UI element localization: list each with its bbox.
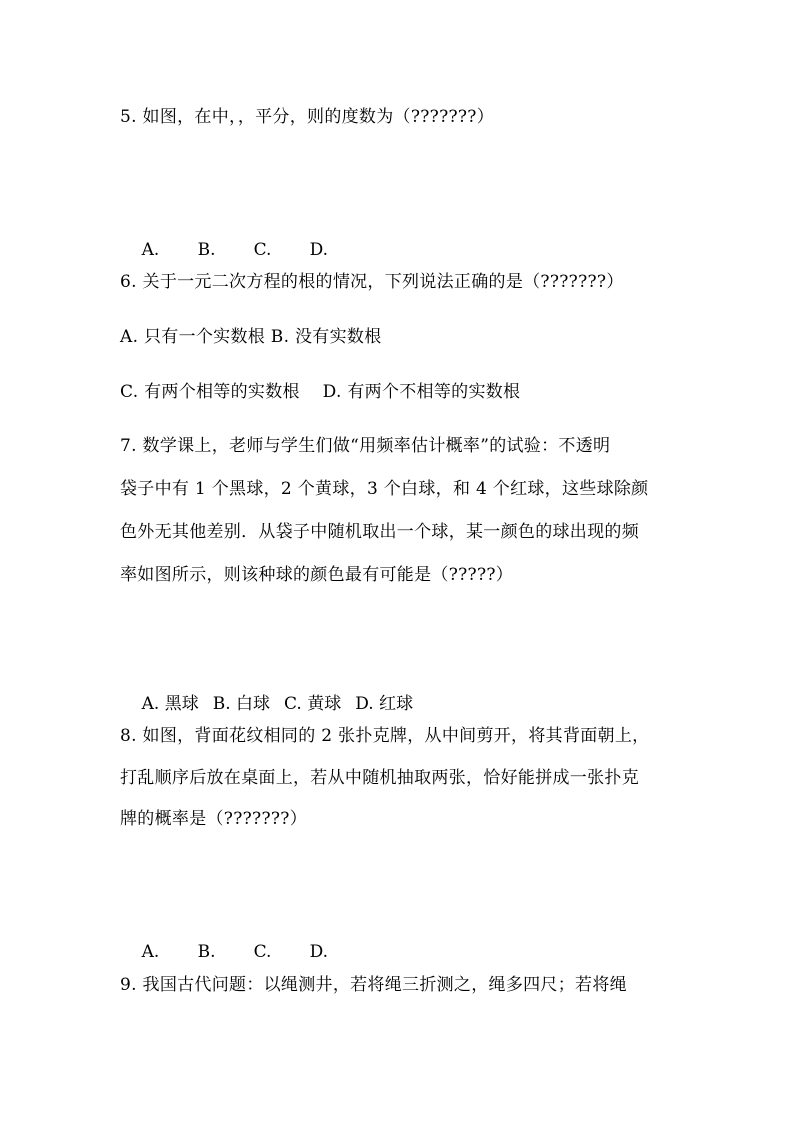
- q7-line2: 袋子中有 1 个黑球，2 个黄球，3 个白球，和 4 个红球，这些球除颜: [120, 479, 649, 499]
- q7-line3: 色外无其他差别．从袋子中随机取出一个球，某一颜色的球出现的频: [120, 522, 639, 542]
- q7-option-c: C. 黄球: [284, 694, 342, 714]
- q8-line3: 牌的概率是（???????）: [120, 809, 307, 829]
- q6-stem: 6. 关于一元二次方程的根的情况，下列说法正确的是（???????）: [120, 272, 624, 292]
- q7-option-d: D. 红球: [355, 694, 414, 714]
- q8-line1: 8. 如图，背面花纹相同的 2 张扑克牌，从中间剪开，将其背面朝上，: [120, 726, 650, 746]
- q6-options-line1: A. 只有一个实数根 B. 没有实数根: [120, 327, 382, 347]
- q7-option-a: A. 黑球: [141, 694, 199, 714]
- q7-line4: 率如图所示，则该种球的颜色最有可能是（?????）: [120, 565, 514, 585]
- q5-option-a: A.: [141, 240, 160, 260]
- q9-line1: 9. 我国古代问题：以绳测井，若将绳三折测之，绳多四尺；若将绳: [120, 975, 627, 995]
- q5-option-c: C.: [253, 240, 272, 260]
- q5-stem: 5. 如图，在中，，平分，则的度数为（???????）: [120, 107, 495, 127]
- q8-option-d: D.: [309, 942, 329, 962]
- q5-option-d: D.: [309, 240, 329, 260]
- q8-option-c: C.: [253, 942, 272, 962]
- q5-option-b: B.: [197, 240, 216, 260]
- q6-options-line2: C. 有两个相等的实数根 D. 有两个不相等的实数根: [120, 382, 521, 402]
- q8-option-a: A.: [141, 942, 160, 962]
- q7-line1: 7. 数学课上，老师与学生们做“用频率估计概率”的试验：不透明: [120, 436, 611, 456]
- q8-line2: 打乱顺序后放在桌面上，若从中随机抽取两张，恰好能拼成一张扑克: [120, 768, 639, 788]
- q7-option-b: B. 白球: [212, 694, 271, 714]
- q8-option-b: B.: [197, 942, 216, 962]
